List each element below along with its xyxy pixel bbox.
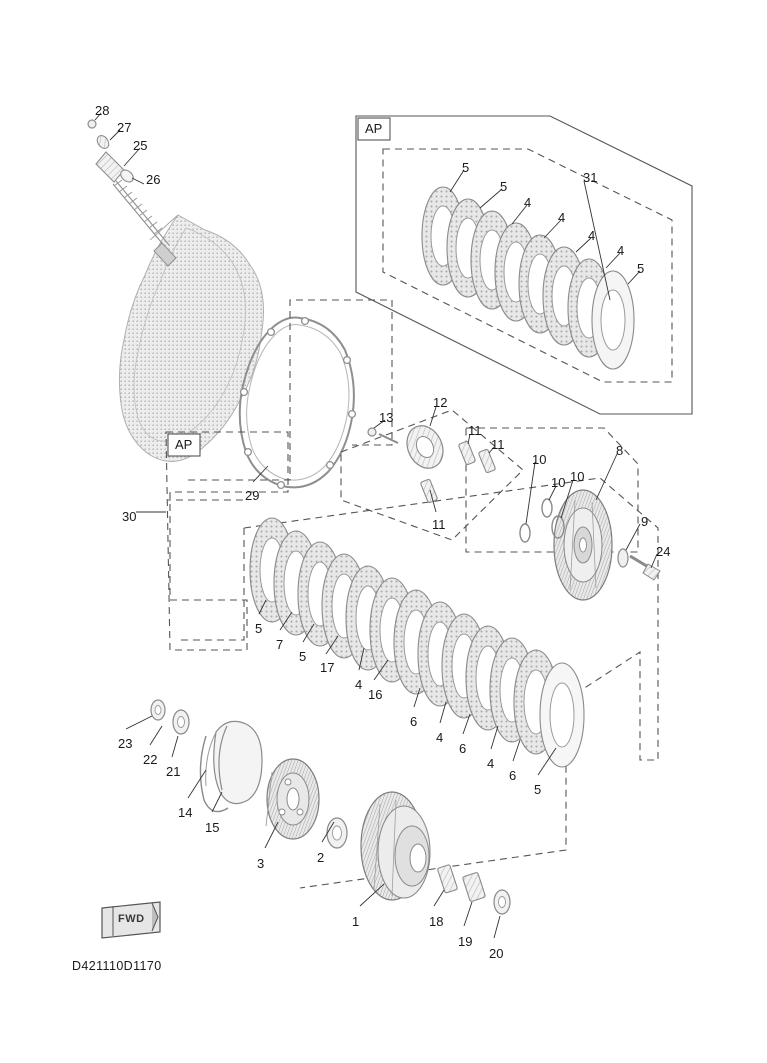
callout-18[interactable]: 18 <box>429 914 444 929</box>
callout-4[interactable]: 4 <box>524 195 532 210</box>
thrust-washers-21-23 <box>151 700 189 734</box>
callout-4[interactable]: 4 <box>558 210 566 225</box>
callout-5[interactable]: 5 <box>462 160 470 175</box>
callout-10[interactable]: 10 <box>532 452 547 467</box>
callout-28[interactable]: 28 <box>95 103 110 118</box>
clutch-housing-1 <box>361 792 430 900</box>
washer-2 <box>327 818 347 848</box>
callout-5[interactable]: 5 <box>500 179 508 194</box>
callout-8[interactable]: 8 <box>616 443 624 458</box>
callout-11[interactable]: 11 <box>491 437 505 452</box>
callout-12[interactable]: 12 <box>433 395 448 410</box>
callout-7[interactable]: 7 <box>276 637 284 652</box>
callout-5[interactable]: 5 <box>534 782 542 797</box>
callout-10[interactable]: 10 <box>570 469 585 484</box>
callout-5[interactable]: 5 <box>299 649 307 664</box>
callout-22[interactable]: 22 <box>143 752 158 767</box>
callout-4[interactable]: 4 <box>588 228 596 243</box>
fwd-marker-label: FWD <box>118 913 145 925</box>
callout-6[interactable]: 6 <box>410 714 418 729</box>
callout-2[interactable]: 2 <box>317 850 325 865</box>
pressure-plate-assembly-8 <box>554 490 612 600</box>
callout-27[interactable]: 27 <box>117 120 132 135</box>
callout-9[interactable]: 9 <box>641 514 649 529</box>
clutch-plate-stack-main-30 <box>250 518 584 767</box>
callout-25[interactable]: 25 <box>133 138 148 153</box>
callout-4[interactable]: 4 <box>617 243 625 258</box>
callout-20[interactable]: 20 <box>489 946 504 961</box>
callout-5[interactable]: 5 <box>255 621 263 636</box>
callout-6[interactable]: 6 <box>459 741 467 756</box>
callout-17[interactable]: 17 <box>320 660 335 675</box>
callout-19[interactable]: 19 <box>458 934 473 949</box>
callout-4[interactable]: 4 <box>487 756 495 771</box>
callout-16[interactable]: 16 <box>368 687 383 702</box>
callout-11[interactable]: 11 <box>432 517 446 532</box>
collar-18-bearing-19-washer-20 <box>437 864 510 914</box>
callout-24[interactable]: 24 <box>656 544 671 559</box>
pushrod-assembly-25-28 <box>88 120 176 266</box>
callout-14[interactable]: 14 <box>178 805 193 820</box>
callout-6[interactable]: 6 <box>509 768 517 783</box>
callout-15[interactable]: 15 <box>205 820 220 835</box>
primary-driven-gear-3 <box>266 759 319 839</box>
callout-4[interactable]: 4 <box>355 677 363 692</box>
callout-11[interactable]: 11 <box>468 423 482 438</box>
callout-3[interactable]: 3 <box>257 856 265 871</box>
callout-1[interactable]: 1 <box>352 914 360 929</box>
group-label-ap-upper: AP <box>365 121 383 136</box>
callout-30[interactable]: 30 <box>122 509 137 524</box>
callout-5[interactable]: 5 <box>637 261 645 276</box>
group-label-ap-lower: AP <box>175 437 193 452</box>
callout-26[interactable]: 26 <box>146 172 161 187</box>
clutch-boss-spacer-14-15 <box>200 721 262 811</box>
callout-29[interactable]: 29 <box>245 488 260 503</box>
clutch-plate-stack-upper-31 <box>422 187 634 369</box>
diagram-code: D421110D1170 <box>72 959 162 973</box>
crankcase-cover-shape <box>119 215 263 461</box>
callout-13[interactable]: 13 <box>379 410 394 425</box>
callout-23[interactable]: 23 <box>118 736 133 751</box>
callout-10[interactable]: 10 <box>551 475 566 490</box>
bearing-9-bolt-24 <box>618 549 660 580</box>
callout-31[interactable]: 31 <box>583 170 598 185</box>
callout-4[interactable]: 4 <box>436 730 444 745</box>
callout-21[interactable]: 21 <box>166 764 181 779</box>
